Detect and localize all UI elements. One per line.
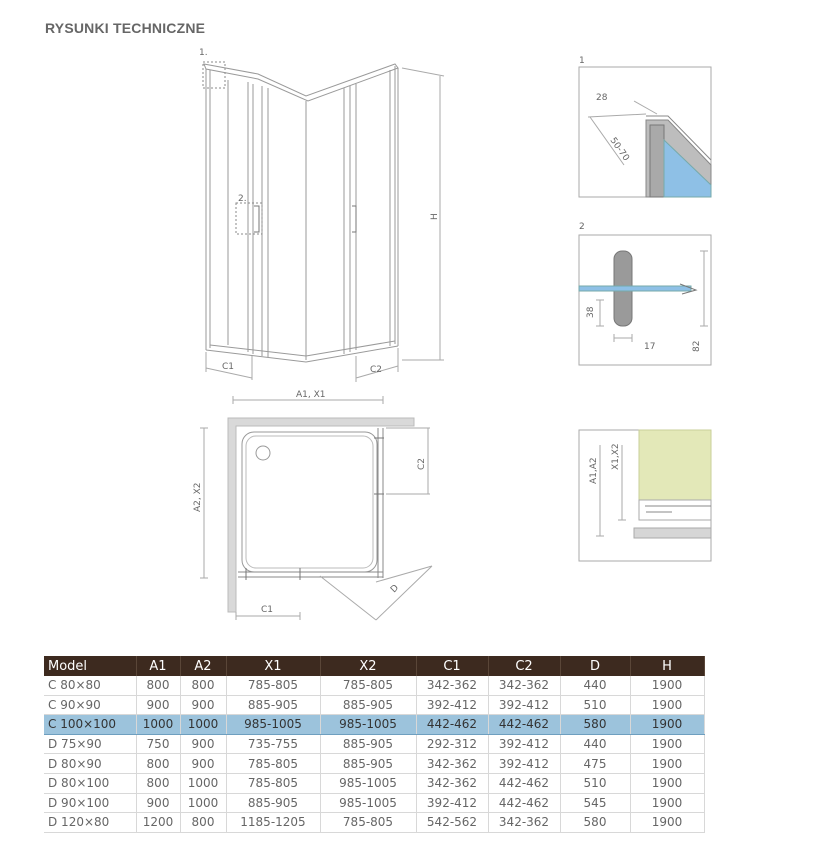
table-header-row xyxy=(44,656,704,676)
detail1-dim-28: 28 xyxy=(596,93,608,103)
table-cell: 442-462 xyxy=(488,773,560,793)
detail3-dim-a1a2: A1,A2 xyxy=(589,457,599,484)
table-cell: 1900 xyxy=(630,695,704,715)
header-x1: X1 xyxy=(226,656,320,676)
table-cell: 800 xyxy=(180,813,226,833)
detail3-drawing xyxy=(579,430,711,561)
header-c1: C1 xyxy=(416,656,488,676)
table-row xyxy=(44,715,704,735)
table-cell: 800 xyxy=(136,773,180,793)
table-cell: 392-412 xyxy=(416,695,488,715)
table-cell: 545 xyxy=(560,793,630,813)
table-row xyxy=(44,676,704,695)
front-dim-c2: C2 xyxy=(370,365,383,375)
detail1-drawing xyxy=(579,67,711,197)
table-cell: 1900 xyxy=(630,754,704,774)
front-callout-2: 2. xyxy=(238,194,247,204)
model-cell: C 100×100 xyxy=(44,715,136,735)
table-cell: 292-312 xyxy=(416,734,488,754)
table-row xyxy=(44,773,704,793)
table-cell: 1900 xyxy=(630,793,704,813)
table-cell: 392-412 xyxy=(488,695,560,715)
front-dim-a1x1: A1, X1 xyxy=(296,390,326,400)
front-dim-h: H xyxy=(430,213,440,220)
detail2-dim-38: 38 xyxy=(586,306,596,318)
table-cell: 900 xyxy=(180,754,226,774)
model-cell: D 80×100 xyxy=(44,773,136,793)
header-h: H xyxy=(630,656,704,676)
table-cell: 392-412 xyxy=(488,734,560,754)
table-row xyxy=(44,813,704,833)
table-cell: 442-462 xyxy=(488,793,560,813)
model-cell: D 80×90 xyxy=(44,754,136,774)
table-cell: 900 xyxy=(136,793,180,813)
detail1-dim-5070: 50-70 xyxy=(607,135,631,164)
table-cell: 580 xyxy=(560,813,630,833)
page-title: RYSUNKI TECHNICZNE xyxy=(45,20,206,36)
table-cell: 1900 xyxy=(630,734,704,754)
table-cell: 785-805 xyxy=(320,813,416,833)
table-cell: 392-412 xyxy=(416,793,488,813)
header-model: Model xyxy=(44,656,136,676)
table-cell: 342-362 xyxy=(416,773,488,793)
plan-dim-d: D xyxy=(389,583,402,596)
table-cell: 985-1005 xyxy=(226,715,320,735)
plan-dim-c2: C2 xyxy=(417,457,427,470)
table-cell: 900 xyxy=(180,734,226,754)
model-cell: C 90×90 xyxy=(44,695,136,715)
header-c2: C2 xyxy=(488,656,560,676)
table-cell: 440 xyxy=(560,734,630,754)
table-cell: 442-462 xyxy=(416,715,488,735)
plan-dim-c1: C1 xyxy=(261,605,274,615)
table-cell: 785-805 xyxy=(226,773,320,793)
table-cell: 800 xyxy=(136,676,180,695)
table-cell: 785-805 xyxy=(226,754,320,774)
table-cell: 475 xyxy=(560,754,630,774)
table-cell: 985-1005 xyxy=(320,793,416,813)
table-cell: 885-905 xyxy=(226,695,320,715)
table-cell: 885-905 xyxy=(320,695,416,715)
table-cell: 985-1005 xyxy=(320,715,416,735)
front-callout-1: 1. xyxy=(199,48,208,58)
model-cell: D 120×80 xyxy=(44,813,136,833)
header-a2: A2 xyxy=(180,656,226,676)
table-cell: 985-1005 xyxy=(320,773,416,793)
detail2-number: 2 xyxy=(579,222,585,232)
table-cell: 1000 xyxy=(136,715,180,735)
table-cell: 750 xyxy=(136,734,180,754)
table-cell: 1185-1205 xyxy=(226,813,320,833)
dimensions-table xyxy=(44,656,705,833)
model-cell: D 90×100 xyxy=(44,793,136,813)
detail2-dim-17: 17 xyxy=(644,342,656,352)
table-cell: 342-362 xyxy=(416,754,488,774)
table-cell: 735-755 xyxy=(226,734,320,754)
detail1-number: 1 xyxy=(579,56,585,66)
table-cell: 342-362 xyxy=(488,813,560,833)
table-cell: 440 xyxy=(560,676,630,695)
header-x2: X2 xyxy=(320,656,416,676)
table-cell: 885-905 xyxy=(320,754,416,774)
table-row xyxy=(44,695,704,715)
table-cell: 442-462 xyxy=(488,715,560,735)
table-cell: 1900 xyxy=(630,813,704,833)
table-cell: 510 xyxy=(560,695,630,715)
table-cell: 342-362 xyxy=(416,676,488,695)
table-cell: 1000 xyxy=(180,793,226,813)
model-cell: D 75×90 xyxy=(44,734,136,754)
table-cell: 785-805 xyxy=(320,676,416,695)
table-cell: 1900 xyxy=(630,773,704,793)
plan-dim-a2x2: A2, X2 xyxy=(193,482,203,512)
header-a1: A1 xyxy=(136,656,180,676)
table-cell: 342-362 xyxy=(488,676,560,695)
table-cell: 800 xyxy=(180,676,226,695)
table-cell: 1000 xyxy=(180,715,226,735)
table-cell: 900 xyxy=(136,695,180,715)
table-row xyxy=(44,793,704,813)
table-row xyxy=(44,734,704,754)
table-cell: 785-805 xyxy=(226,676,320,695)
table-cell: 392-412 xyxy=(488,754,560,774)
front-dim-c1: C1 xyxy=(222,362,235,372)
table-cell: 542-562 xyxy=(416,813,488,833)
detail2-dim-82: 82 xyxy=(692,340,702,352)
model-cell: C 80×80 xyxy=(44,676,136,695)
table-cell: 885-905 xyxy=(226,793,320,813)
table-row xyxy=(44,754,704,774)
detail3-dim-x1x2: X1,X2 xyxy=(611,443,621,470)
table-cell: 1000 xyxy=(180,773,226,793)
table-body xyxy=(44,676,704,832)
table-cell: 900 xyxy=(180,695,226,715)
header-d: D xyxy=(560,656,630,676)
table-cell: 1900 xyxy=(630,676,704,695)
table-cell: 510 xyxy=(560,773,630,793)
table-cell: 885-905 xyxy=(320,734,416,754)
table-cell: 1900 xyxy=(630,715,704,735)
table-cell: 580 xyxy=(560,715,630,735)
table-cell: 1200 xyxy=(136,813,180,833)
front-view-drawing xyxy=(203,62,444,404)
table-cell: 800 xyxy=(136,754,180,774)
